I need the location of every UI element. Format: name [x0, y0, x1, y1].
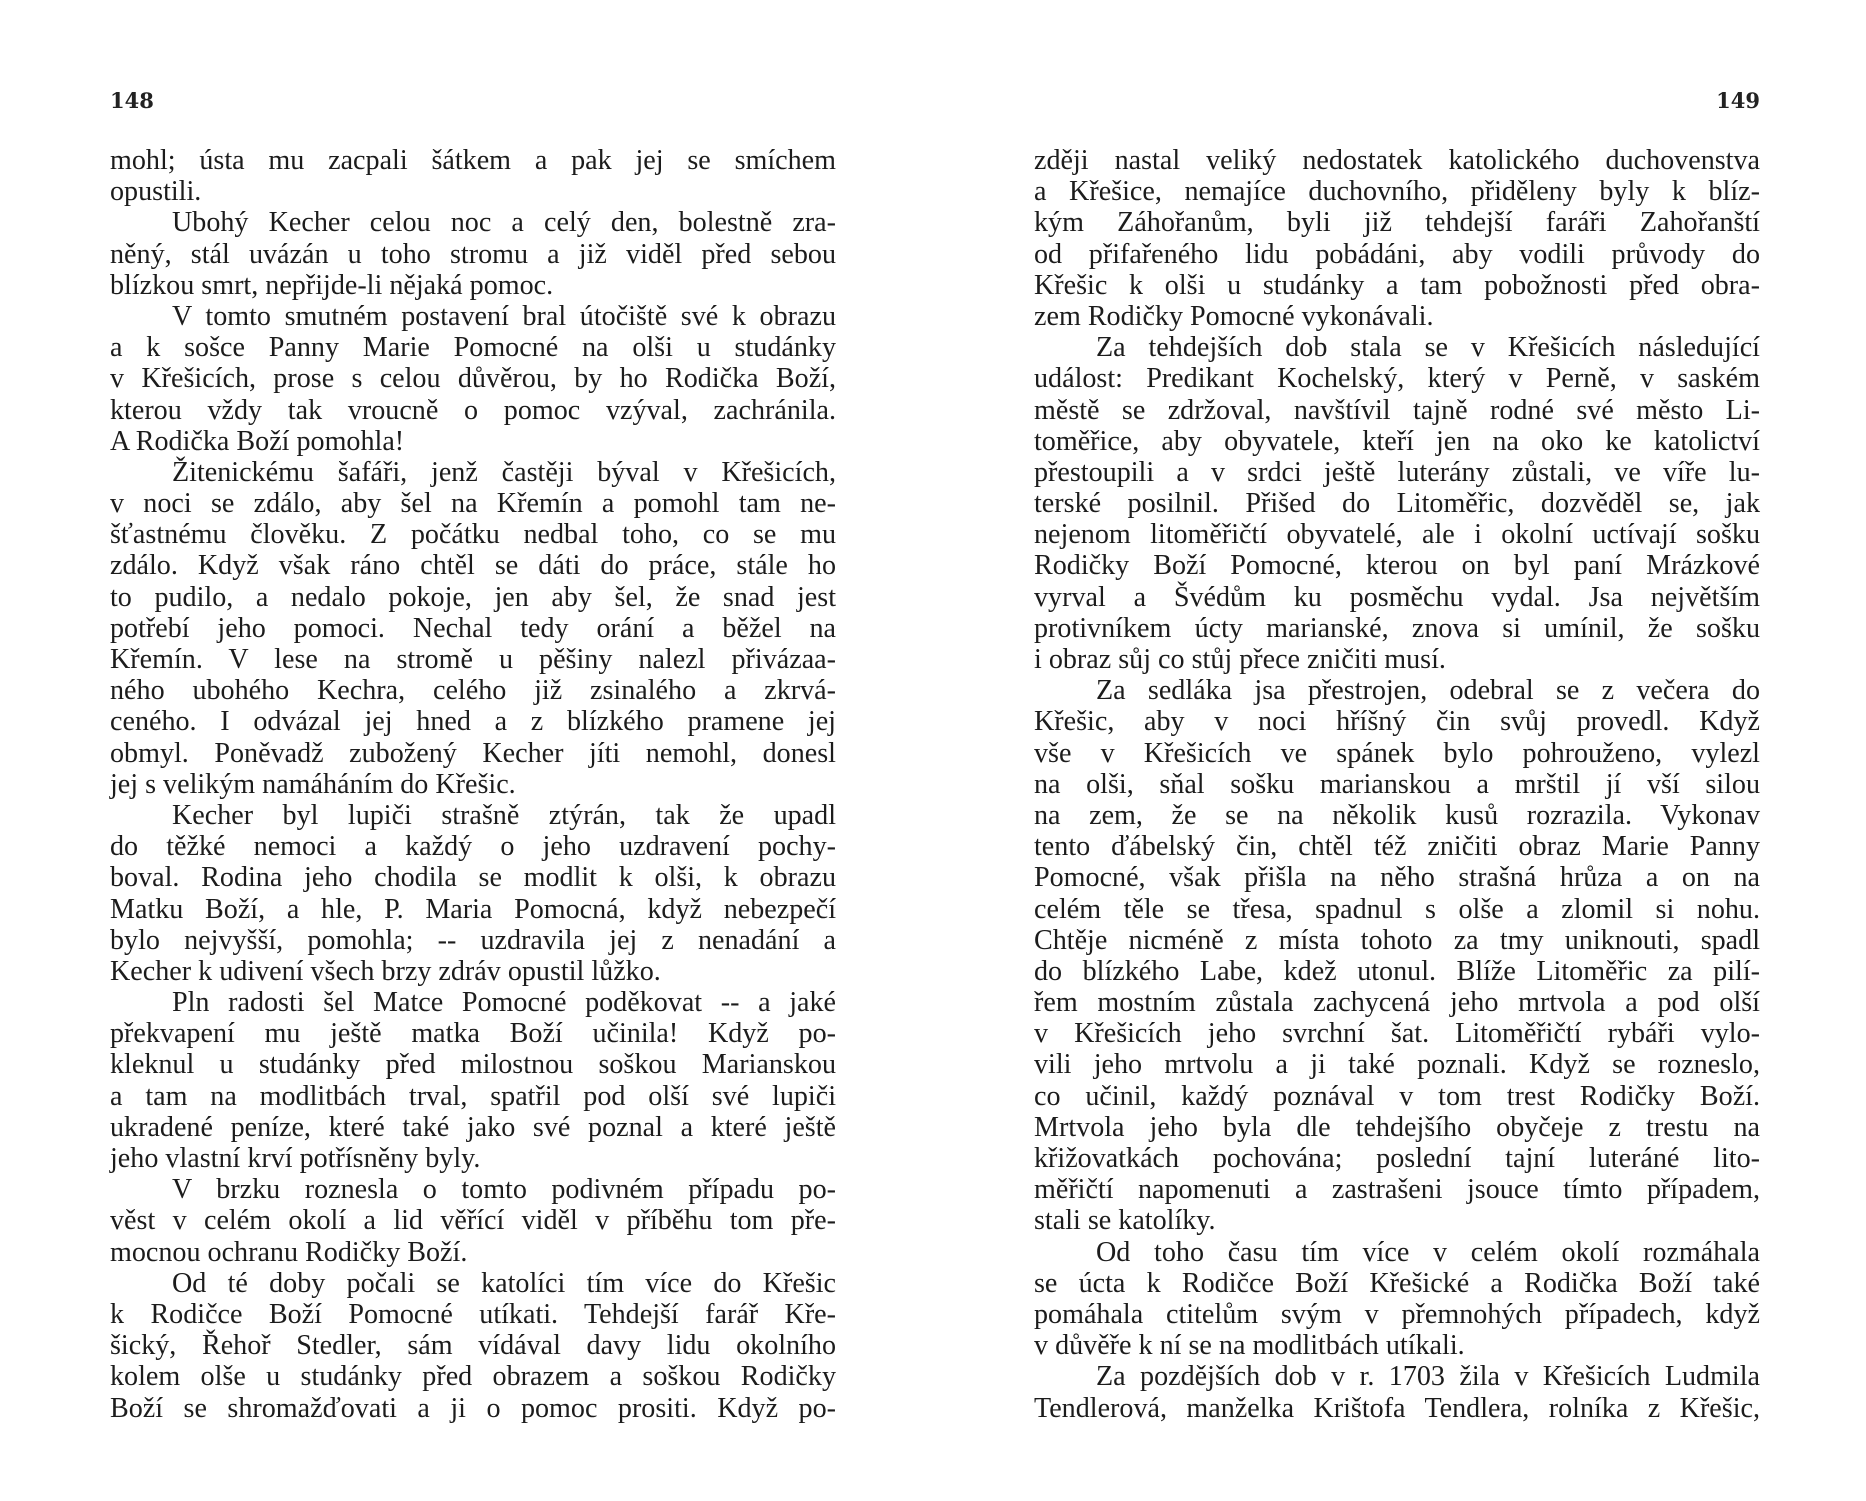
- text-line: ukradené peníze, které také jako své poznal a které ještě: [110, 1111, 836, 1143]
- text-line: na olši, sňal sošku marianskou a mrštil jí vší silou: [1034, 768, 1760, 800]
- page-text: [110, 145, 836, 1424]
- text-line: v Křešicích jeho svrchní šat. Litoměřičtí rybáři vylo-: [1034, 1018, 1760, 1050]
- page-number: 149: [1716, 88, 1760, 113]
- text-line: šťastnému člověku. Z počátku nedbal toho, co se mu: [110, 519, 836, 551]
- text-line: událost: Predikant Kochelský, který v Perně, v saském: [1034, 363, 1760, 395]
- text-line: Kecher k udivení všech brzy zdráv opustil lůžko.: [110, 955, 661, 987]
- text-line: nejenom litoměřičtí obyvatelé, ale i okolní uctívají sošku: [1034, 519, 1760, 551]
- text-line: ného ubohého Kechra, celého již zsinalého a zkrvá-: [110, 675, 836, 707]
- text-line: do těžké nemoci a každý o jeho uzdravení pochy-: [110, 831, 836, 863]
- text-line: něný, stál uvázán u toho stromu a již viděl před sebou: [110, 238, 836, 270]
- text-line: Křešic, aby v noci hříšný čin svůj provedl. Když: [1034, 706, 1760, 738]
- text-line: šický, Řehoř Stedler, sám vídával davy lidu okolního: [110, 1330, 836, 1362]
- text-line: měřičtí napomenuti a zastrašeni jsouce tímto případem,: [1034, 1174, 1760, 1206]
- text-line: ceného. I odvázal jej hned a z blízkého pramene jej: [110, 706, 836, 738]
- text-line: Křemín. V lese na stromě u pěšiny nalezl přivázaa-: [110, 644, 836, 675]
- text-line: kolem olše u studánky před obrazem a soškou Rodičky: [110, 1361, 836, 1393]
- text-line: protivníkem úcty marianské, znova si umínil, že sošku: [1034, 612, 1760, 644]
- text-line: a Křešice, nemajíce duchovního, přiděleny byly k blíz-: [1034, 176, 1760, 208]
- text-line: Za sedláka jsa přestrojen, odebral se z večera do: [1096, 675, 1760, 707]
- text-line: jej s velikým namáháním do Křešic.: [110, 768, 516, 800]
- text-line: V tomto smutném postavení bral útočiště své k obrazu: [172, 300, 836, 332]
- text-line: kleknul u studánky před milostnou soškou Marianskou: [110, 1049, 836, 1081]
- text-line: kterou vždy tak vroucně o pomoc vzýval, zachránila.: [110, 394, 836, 426]
- text-line: Za tehdejších dob stala se v Křešicích následující: [1096, 332, 1760, 364]
- text-line: v Křešicích, prose s celou důvěrou, by ho Rodička Boží,: [110, 363, 836, 395]
- text-line: Rodičky Boží Pomocné, kterou on byl paní Mrázkové: [1034, 550, 1760, 582]
- text-line: boval. Rodina jeho chodila se modlit k olši, k obrazu: [110, 862, 836, 894]
- text-line: pomáhala ctitelům svým v přemnohých případech, když: [1034, 1298, 1760, 1330]
- text-line: stali se katolíky.: [1034, 1205, 1216, 1237]
- text-line: Kecher byl lupiči strašně ztýrán, tak že upadl: [172, 799, 836, 831]
- text-line: Ubohý Kecher celou noc a celý den, bolestně zra-: [172, 207, 836, 239]
- text-line: překvapení mu ještě matka Boží učinila! Když po-: [110, 1018, 836, 1050]
- text-line: opustili.: [110, 176, 202, 208]
- text-line: vyrval a Švédům ku posměchu vydal. Jsa největším: [1034, 581, 1760, 613]
- text-line: blízkou smrt, nepřijde-li nějaká pomoc.: [110, 269, 554, 301]
- page-number: 148: [110, 88, 154, 113]
- text-line: V brzku roznesla o tomto podivném případu po-: [172, 1174, 836, 1206]
- left-page: [110, 0, 836, 1501]
- text-line: se úcta k Rodičce Boží Křešické a Rodička Boží také: [1034, 1267, 1760, 1299]
- text-line: to pudilo, a nedalo pokoje, jen aby šel, že snad jest: [110, 581, 836, 613]
- text-line: A Rodička Boží pomohla!: [110, 425, 405, 457]
- text-line: i obraz sůj co stůj přece zničiti musí.: [1034, 644, 1446, 675]
- text-line: zdálo. Když však ráno chtěl se dáti do práce, stále ho: [110, 550, 836, 582]
- text-line: zději nastal veliký nedostatek katolického duchovenstva: [1034, 145, 1760, 176]
- text-line: od přifařeného lidu pobádáni, aby vodili průvody do: [1034, 238, 1760, 270]
- text-line: potřebí jeho pomoci. Nechal tedy orání a běžel na: [110, 612, 836, 644]
- text-line: toměřice, aby obyvatele, kteří jen na oko ke katolictví: [1034, 425, 1760, 457]
- text-line: a k sošce Panny Marie Pomocné na olši u studánky: [110, 332, 836, 364]
- text-line: celém těle se třesa, spadnul s olše a zlomil si nohu.: [1034, 893, 1760, 925]
- text-line: na zem, že se na několik kusů rozrazila. Vykonav: [1034, 799, 1760, 831]
- text-line: řem mostním zůstala zachycená jeho mrtvola a pod olší: [1034, 987, 1760, 1019]
- text-line: vše v Křešicích ve spánek bylo pohrouženo, vylezl: [1034, 737, 1760, 769]
- text-line: Žitenickému šafáři, jenž častěji býval v Křešicích,: [172, 456, 836, 488]
- text-line: křižovatkách pochována; poslední tajní luteráné lito-: [1034, 1143, 1760, 1174]
- text-line: Pomocné, však přišla na něho strašná hrůza a on na: [1034, 862, 1760, 894]
- text-line: v důvěře k ní se na modlitbách utíkali.: [1034, 1330, 1465, 1362]
- text-line: Od té doby počali se katolíci tím více do Křešic: [172, 1267, 836, 1299]
- text-line: věst v celém okolí a lid věřící viděl v příběhu tom pře-: [110, 1205, 836, 1237]
- text-line: jeho vlastní krví potřísněny byly.: [110, 1143, 481, 1174]
- text-line: mohl; ústa mu zacpali šátkem a pak jej se smíchem: [110, 145, 836, 176]
- text-line: městě se zdržoval, navštívil tajně rodné své město Li-: [1034, 394, 1760, 426]
- text-line: vili jeho mrtvolu a ji také poznali. Když se rozneslo,: [1034, 1049, 1760, 1081]
- text-line: mocnou ochranu Rodičky Boží.: [110, 1236, 468, 1268]
- text-line: v noci se zdálo, aby šel na Křemín a pomohl tam ne-: [110, 488, 836, 520]
- text-line: Boží se shromažďovati a ji o pomoc prositi. Když po-: [110, 1392, 836, 1424]
- text-line: co učinil, každý poznával v tom trest Rodičky Boží.: [1034, 1080, 1760, 1112]
- text-line: a tam na modlitbách trval, spatřil pod olší své lupiči: [110, 1080, 836, 1112]
- text-line: kým Záhořanům, byli již tehdejší faráři Zahořanští: [1034, 207, 1760, 239]
- right-page: [1034, 0, 1760, 1501]
- text-line: Matku Boží, a hle, P. Maria Pomocná, když nebezpečí: [110, 893, 836, 925]
- text-line: Pln radosti šel Matce Pomocné poděkovat -- a jaké: [172, 987, 836, 1019]
- text-line: Od toho času tím více v celém okolí rozmáhala: [1096, 1236, 1760, 1268]
- text-line: Tendlerová, manželka Krištofa Tendlera, rolníka z Křešic,: [1034, 1392, 1760, 1424]
- text-line: terské posilnil. Přišed do Litoměřic, dozvěděl se, jak: [1034, 488, 1760, 520]
- text-line: Křešic k olši u studánky a tam pobožnosti před obra-: [1034, 269, 1760, 301]
- text-line: do blízkého Labe, kdež utonul. Blíže Litoměřic za pilí-: [1034, 955, 1760, 987]
- text-line: Za pozdějších dob v r. 1703 žila v Křešicích Ludmila: [1096, 1361, 1760, 1393]
- text-line: přestoupili a v srdci ještě luterány zůstali, ve víře lu-: [1034, 456, 1760, 488]
- text-line: zem Rodičky Pomocné vykonávali.: [1034, 300, 1434, 332]
- text-line: Chtěje nicméně z místa tohoto za tmy uniknouti, spadl: [1034, 924, 1760, 956]
- page-text: [1034, 145, 1760, 1424]
- text-line: tento ďábelský čin, chtěl též zničiti obraz Marie Panny: [1034, 831, 1760, 863]
- text-line: Mrtvola jeho byla dle tehdejšího obyčeje z trestu na: [1034, 1111, 1760, 1143]
- text-line: bylo nejvyšší, pomohla; -- uzdravila jej z nenadání a: [110, 924, 836, 956]
- text-line: obmyl. Poněvadž zubožený Kecher jíti nemohl, donesl: [110, 737, 836, 769]
- text-line: k Rodičce Boží Pomocné utíkati. Tehdejší farář Kře-: [110, 1298, 836, 1330]
